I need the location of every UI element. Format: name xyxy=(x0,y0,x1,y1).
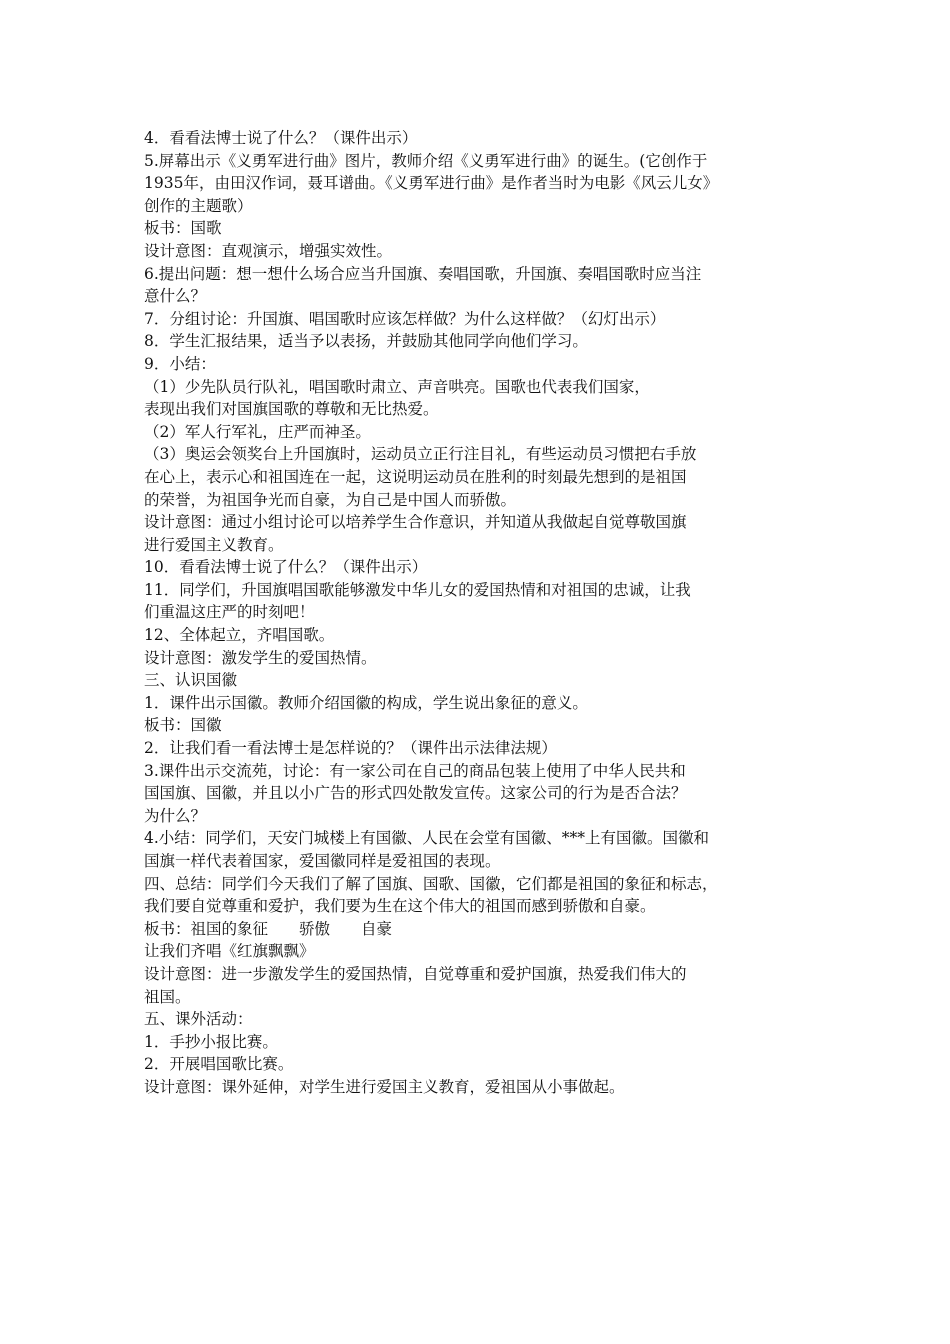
text-line: （3）奥运会领奖台上升国旗时，运动员立正行注目礼，有些运动员习惯把右手放 xyxy=(144,445,697,464)
text-line: 9．小结： xyxy=(144,354,216,373)
text-line: （1）少先队员行队礼，唱国歌时肃立、声音哄亮。国歌也代表我们国家， xyxy=(144,377,650,396)
text-line: 4．看看法博士说了什么？（课件出示） xyxy=(144,129,418,147)
text-line: 2．让我们看一看法博士是怎样说的？（课件出示法律法规） xyxy=(144,739,557,758)
text-line: 板书：祖国的象征 骄傲 自豪 xyxy=(144,919,393,938)
text-line: 进行爱国主义教育。 xyxy=(144,535,284,554)
text-line: 3.课件出示交流苑，讨论：有一家公司在自己的商品包装上使用了中华人民共和 xyxy=(144,761,686,780)
text-line: 12、全体起立，齐唱国歌。 xyxy=(144,626,335,645)
text-line: 1．课件出示国徽。教师介绍国徽的构成，学生说出象征的意义。 xyxy=(144,693,588,712)
text-line: 8．学生汇报结果，适当予以表扬，并鼓励其他同学向他们学习。 xyxy=(144,332,588,351)
text-line: 祖国。 xyxy=(144,987,191,1006)
text-line: 板书：国徽 xyxy=(144,716,222,735)
text-line: 创作的主题歌） xyxy=(144,196,253,215)
text-line: 设计意图：直观演示，增强实效性。 xyxy=(144,241,393,260)
text-line: （2）军人行军礼，庄严而神圣。 xyxy=(144,422,371,441)
text-line: 表现出我们对国旗国歌的尊敬和无比热爱。 xyxy=(144,400,439,419)
text-line: 2．开展唱国歌比赛。 xyxy=(144,1055,294,1074)
text-line: 板书：国歌 xyxy=(144,219,222,238)
text-line: 意什么？ xyxy=(144,287,207,306)
text-line: 我们要自觉尊重和爱护，我们要为生在这个伟大的祖国而感到骄傲和自豪。 xyxy=(144,897,656,916)
text-line: 6.提出问题：想一想什么场合应当升国旗、奏唱国歌，升国旗、奏唱国歌时应当注 xyxy=(144,264,702,283)
text-line: 四、总结：同学们今天我们了解了国旗、国歌、国徽，它们都是祖国的象征和标志， xyxy=(144,874,718,893)
text-line: 设计意图：进一步激发学生的爱国热情，自觉尊重和爱护国旗，热爱我们伟大的 xyxy=(144,964,687,983)
text-line: 在心上，表示心和祖国连在一起，这说明运动员在胜利的时刻最先想到的是祖国 xyxy=(144,467,687,486)
text-line: 11．同学们，升国旗唱国歌能够激发中华儿女的爱国热情和对祖国的忠诚，让我 xyxy=(144,580,691,599)
text-line: 让我们齐唱《红旗飘飘》 xyxy=(144,942,315,961)
text-line: 设计意图：激发学生的爱国热情。 xyxy=(144,648,377,667)
document-body xyxy=(144,127,810,1099)
text-line: 们重温这庄严的时刻吧！ xyxy=(144,603,315,622)
text-line: 的荣誉，为祖国争光而自豪，为自己是中国人而骄傲。 xyxy=(144,490,517,509)
text-line: 4.小结：同学们，天安门城楼上有国徽、人民在会堂有国徽、***上有国徽。国徽和 xyxy=(144,829,710,848)
text-line: 5.屏幕出示《义勇军进行曲》图片，教师介绍《义勇军进行曲》的诞生。(它创作于 xyxy=(144,151,708,170)
text-line: 国国旗、国徽，并且以小广告的形式四处散发宣传。这家公司的行为是否合法？ xyxy=(144,784,687,803)
text-line: 设计意图：课外延伸，对学生进行爱国主义教育，爱祖国从小事做起。 xyxy=(144,1077,625,1096)
text-line: 国旗一样代表着国家，爱国徽同样是爱祖国的表现。 xyxy=(144,852,501,870)
text-line: 10．看看法博士说了什么？（课件出示） xyxy=(144,558,428,577)
text-line: 7．分组讨论：升国旗、唱国歌时应该怎样做？为什么这样做？（幻灯出示） xyxy=(144,309,666,328)
text-line: 1．手抄小报比赛。 xyxy=(144,1032,278,1051)
text-line: 设计意图：通过小组讨论可以培养学生合作意识，并知道从我做起自觉尊敬国旗 xyxy=(144,513,687,532)
text-line: 1935年，由田汉作词，聂耳谱曲。《义勇军进行曲》是作者当时为电影《风云儿女》 xyxy=(144,174,719,193)
text-line: 五、课外活动： xyxy=(144,1010,253,1029)
text-line: 三、认识国徽 xyxy=(144,671,238,690)
text-line: 为什么？ xyxy=(144,806,207,825)
